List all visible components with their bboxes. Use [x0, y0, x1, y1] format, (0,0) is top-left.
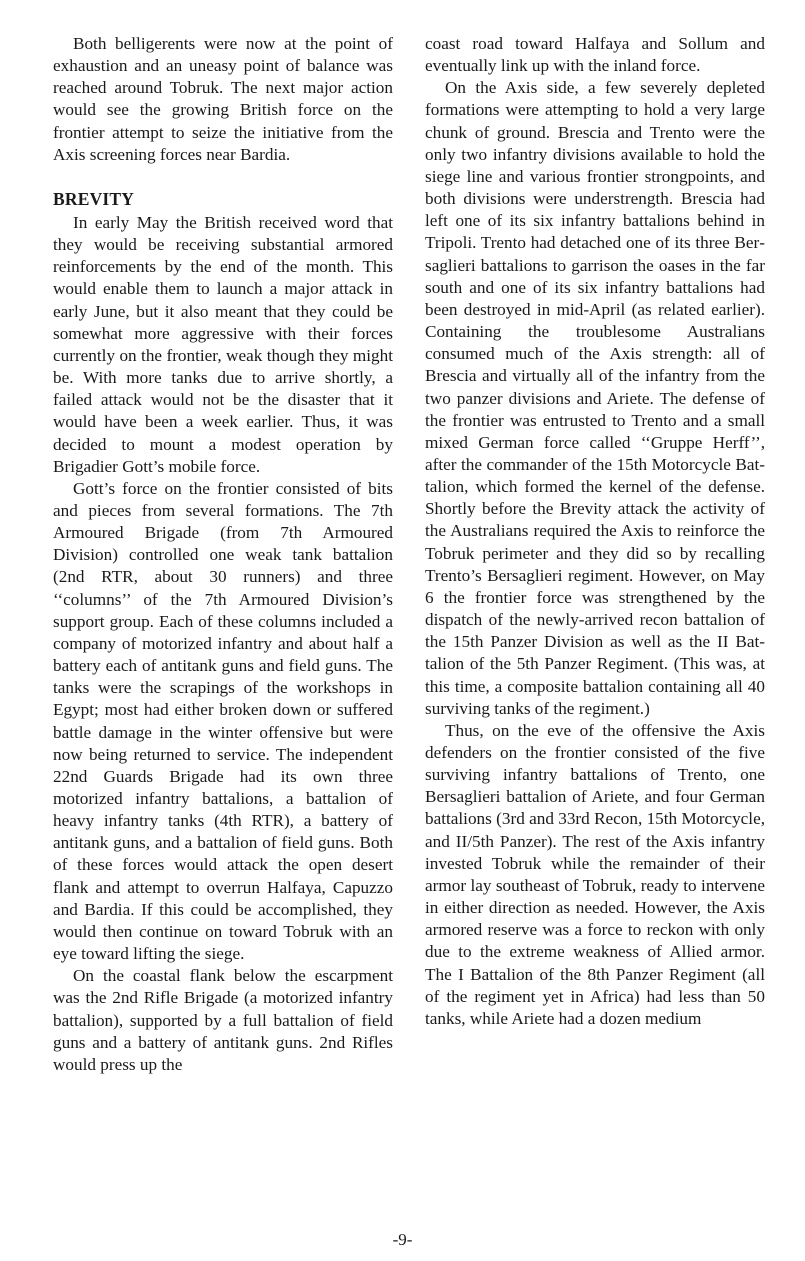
paragraph-continued: coast road toward Halfaya and Sollum and eventually link up with the inland force. — [425, 34, 765, 76]
left-column — [53, 33, 393, 1076]
right-column — [425, 33, 765, 1030]
paragraph: In early May the British received word that they would be receiving substantial armored reinforcements by the end of the month. This would enable them to launch a major attack in early June, but it also meant that they could be somewhat more aggressive with their forces currently on the frontier, weak though they might be. With more tanks due to arrive shortly, a failed attack would not be the disaster that it would have been a week earlier. Thus, it was decided to mount a modest operation by Brigadier Gott’s mobile force. — [53, 212, 393, 476]
paragraph: On the coastal flank below the escarpment was the 2nd Rifle Brigade (a motorized infantry battalion), supported by a full battalion of field guns and a battery of antitank guns. 2nd Rifles would press up the — [53, 966, 393, 1074]
paragraph: Both belligerents were now at the point of exhaustion and an uneasy point of balance was reached around Tobruk. The next major action would see the growing British force on the frontier attempt to seize the initiative from the Axis screening forces near Bardia. — [53, 34, 393, 164]
paragraph: Gott’s force on the frontier consisted of bits and pieces from several formations. The 7th Armoured Brigade (from 7th Armoured Division) controlled one weak tank battalion (2nd RTR, about 30 runners) and three ‘‘columns’’ of the 7th Armoured Division’s support group. Each of these columns included a company of motorized infantry and about half a battery each of antitank guns and field guns. The tanks were the scrapings of the workshops in Egypt; most had either broken down or suffered battle damage in the winter offensive but were now being returned to service. The independent 22nd Guards Brigade had its own three motorized infantry battalions, a battalion of heavy infantry tanks (4th RTR), a battery of antitank guns, and a battalion of field guns. Both of these forces would attack the open desert flank and attempt to overrun Halfaya, Capuzzo and Bardia. If this could be accomplished, they would then continue on toward Tobruk with an eye toward lifting the siege. — [53, 478, 393, 964]
paragraph: Thus, on the eve of the offensive the Axis defenders on the frontier consisted of the five surviving infantry battalions of Trento, one Bersaglieri battalion of Ariete, and four German battalions (3rd and 33rd Recon, 15th Motorcycle, and II/5th Panzer). The rest of the Axis infantry invested Tobruk while the remainder of their armor lay southeast of Tobruk, ready to intervene in either direction as needed. However, the Axis armored reserve was a force to reckon with only due to the extreme weakness of Allied armor. The I Battalion of the 8th Panzer Regiment (all of the regiment yet in Africa) had less than 50 tanks, while Ariete had a dozen medium — [425, 720, 765, 1028]
paragraph: On the Axis side, a few severely depleted formations were attempting to hold a very large chunk of ground. Brescia and Trento were the only two infantry divisions available to hold the siege line and various frontier strongpoints, and both divisions were understrength. Brescia had left one of its six infantry battalions behind in Tripoli. Trento had detached one of its three Bersaglieri battalions to garrison the oases in the far south and one of its six infantry battalions had been destroyed in mid-April (as related earlier). Containing the troublesome Australians consumed much of the Axis strength: all of Brescia and virtually all of the infantry from the two panzer divisions and Ariete. The defense of the frontier was entrusted to Trento and a small mixed German force called ‘‘Gruppe Herff’’, after the commander of the 15th Motorcycle Battalion, which formed the kernel of the defense. Shortly before the Brevity attack the activity of the Australians required the Axis to reinforce the Tobruk perimeter and they did so by recalling Trento’s Bersaglieri regiment. However, on May 6 the frontier force was strengthened by the dispatch of the newly-arrived recon battalion of the 15th Panzer Division as well as the II Battalion of the 5th Panzer Regiment. (This was, at this time, a composite battalion containing all 40 surviving tanks of the regiment.) — [425, 78, 765, 718]
section-heading: BREVITY — [53, 188, 135, 209]
page-number: -9- — [392, 1230, 413, 1249]
